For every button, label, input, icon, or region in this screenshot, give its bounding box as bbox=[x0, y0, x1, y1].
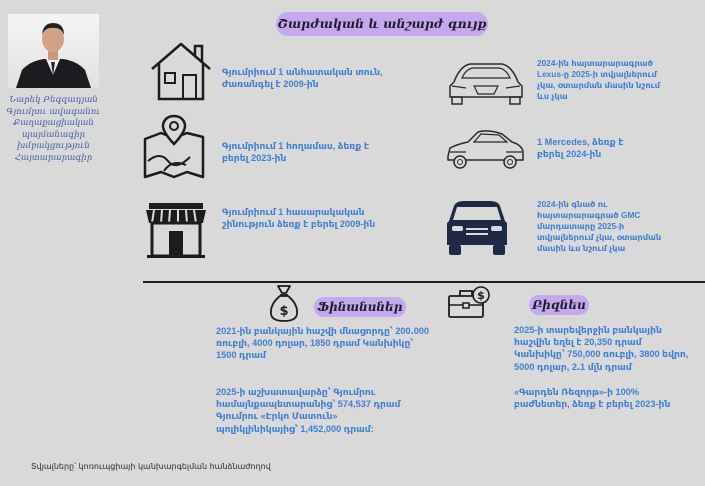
business-shares-text: «Գարդեն Ռեզորթ»-ի 100% բաժնետեր, ձեռք է բերել 2023-ին bbox=[514, 387, 671, 410]
lexus-text: 2024-ին հայտարարագրած Lexus-ը 2025-ի տվյալներում չկա, օտարման մասին նշում ևս չկա bbox=[537, 58, 660, 101]
svg-text:$: $ bbox=[477, 289, 485, 302]
page-title: Շարժական և անշարժ գույք bbox=[276, 12, 488, 36]
house-icon bbox=[150, 40, 212, 107]
shop-icon bbox=[145, 202, 207, 263]
gmc-suv-icon bbox=[444, 198, 510, 261]
money-bag-icon bbox=[268, 284, 300, 327]
mercedes-text: 1 Mercedes, ձեռք է բերել 2024-ին bbox=[537, 137, 624, 160]
lexus-car-icon bbox=[446, 56, 526, 111]
finance-income-text: 2025-ի աշխատավարձը՝ Գյումրու համայնքապետարանից՝ 574,537 դրամ Գյումրու «Էրկո Մատուն» պոլիկլինիկայից՝ 1,452,000 դրամ: bbox=[216, 387, 401, 434]
business-heading: Բիզնես bbox=[529, 295, 589, 315]
land-text: Գյումրիում 1 հողամաս, ձեռք է բերել 2023-ին bbox=[222, 141, 370, 164]
finance-heading: Ֆինանսներ bbox=[314, 297, 406, 317]
commercial-text: Գյումրիում 1 հասարակական շինություն ձեռք է բերել 2009-ին bbox=[222, 207, 376, 230]
svg-text:$: $ bbox=[279, 304, 289, 319]
business-bank-text: 2025-ի տարեվերջին բանկային հաշվին եղել է 20,350 դրամ Կանխիկը՝ 750,000 ռուբլի, 3800 եվրո, 5000 դոլար, 2․1 մլն դրամ bbox=[514, 325, 689, 372]
section-divider bbox=[143, 281, 705, 283]
house-text: Գյումրիում 1 անհատական տուն, ժառանգել է 2009-ին bbox=[222, 67, 383, 90]
gmc-text: 2024-ին գնած ու հայտարարագրած GMC մարդատարը 2025-ի տվյալներում չկա, օտարման մասին ևս նշում չկա bbox=[537, 199, 662, 253]
person-caption: Նարեկ Բեգզադյան Գյումրու ավագանու Քաղաքացիական պայմանագիր խմբակցություն Հայտարարագիր bbox=[6, 95, 101, 163]
source-footer: Տվյալները՝ կոռուպցիայի կանխարգելման հանձնաժողով bbox=[31, 462, 271, 471]
mercedes-car-icon bbox=[444, 124, 526, 175]
land-map-icon bbox=[142, 115, 206, 184]
person-photo bbox=[8, 14, 99, 88]
finance-balance-text: 2021-ին բանկային հաշվի մնացորդը՝ 200․000 ռուբլի, 4000 դոլար, 1850 դրամ Կանխիկը՝ 1500 դրամ bbox=[216, 326, 430, 361]
briefcase-icon bbox=[448, 286, 490, 323]
